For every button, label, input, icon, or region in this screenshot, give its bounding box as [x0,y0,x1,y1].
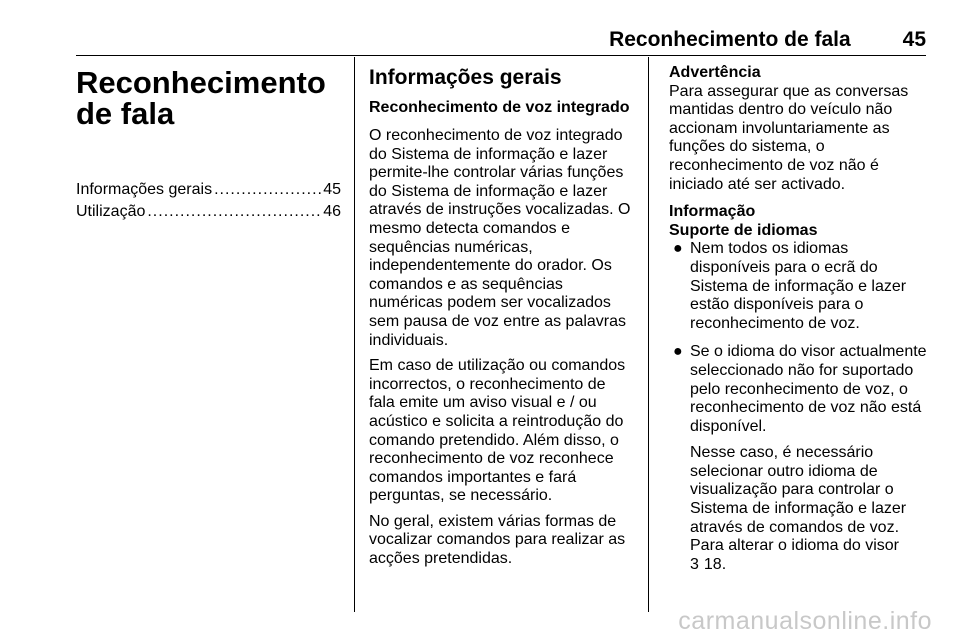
body-paragraph: O reconhecimento de voz integrado do Sistema de informação e lazer permite-lhe controlar várias funções do Sistema de informação e lazer através de instruções vocalizadas. O mesmo detecta comandos e sequências numéricas, independentemente do orador. Os comandos e as sequências numéricas podem ser vocalizados sem pausa de voz entre as palavras individuais. [369,127,631,349]
bullet-icon: ● [673,240,683,258]
toc-leader [214,181,321,200]
list-item [669,343,928,574]
info-heading: Informação [669,203,756,221]
bullet-icon: ● [673,343,683,361]
body-paragraph: Em caso de utilização ou comandos incorrectos, o reconhecimento de fala emite um aviso visual e / ou acústico e solicita a reintrodução do comando pretendido. Além disso, o reconhecimento de voz reconhece comandos importantes e fará perguntas, se necessário. [369,357,626,505]
section-heading: Informações gerais [369,66,562,89]
right-column [669,58,928,584]
header-section-title: Reconhecimento de fala [609,28,851,51]
list-item [669,240,928,333]
toc-entry-label: Informações gerais [76,181,213,198]
toc-entry[interactable] [76,181,341,200]
chapter-column [76,58,341,224]
bullet-followup [690,444,928,574]
bullet-text: Se o idioma do visor actualmente seleccionado não for suportado pelo reconhecimento de voz, o reconhecimento de voz não está disponível. [690,343,927,435]
toc-entry-page: 46 [323,202,341,220]
column-divider-2 [648,57,649,612]
page-reference-number: 18. [703,555,727,573]
toc-entry-page: 45 [323,181,341,198]
bullet-text: Nem todos os idiomas disponíveis para o ecrã do Sistema de informação e lazer estão disponíveis para o reconhecimento de voz. [690,240,907,332]
bullet-list [669,240,928,574]
main-column [369,58,633,576]
column-divider-1 [354,57,355,612]
toc-entry-label: Utilização [76,202,146,220]
running-header [76,28,926,52]
subsection-heading: Reconhecimento de voz integrado [369,99,630,116]
watermark: carmanualsonline.info [678,607,932,635]
chapter-title: Reconhecimento de fala [76,65,326,131]
support-heading: Suporte de idiomas [669,221,818,239]
toc-entry[interactable] [76,203,341,222]
page-reference[interactable] [690,556,928,575]
toc-leader [147,203,321,222]
warning-title: Advertência [669,64,761,81]
page-reference-icon: 3 [690,555,699,573]
header-page-number: 45 [902,28,926,51]
header-rule [76,55,926,56]
warning-text: Para assegurar que as conversas mantidas dentro do veículo não accionam involuntariamente as funções do sistema, o reconhecimento de voz não é iniciado até ser activado. [669,82,909,193]
followup-text: Nesse caso, é necessário selecionar outro idioma de visualização para controlar o Sistema de informação e lazer através de comandos de voz. Para alterar o idioma do visor [690,444,907,555]
body-paragraph: No geral, existem várias formas de vocalizar comandos para realizar as acções pretendidas. [369,512,626,568]
